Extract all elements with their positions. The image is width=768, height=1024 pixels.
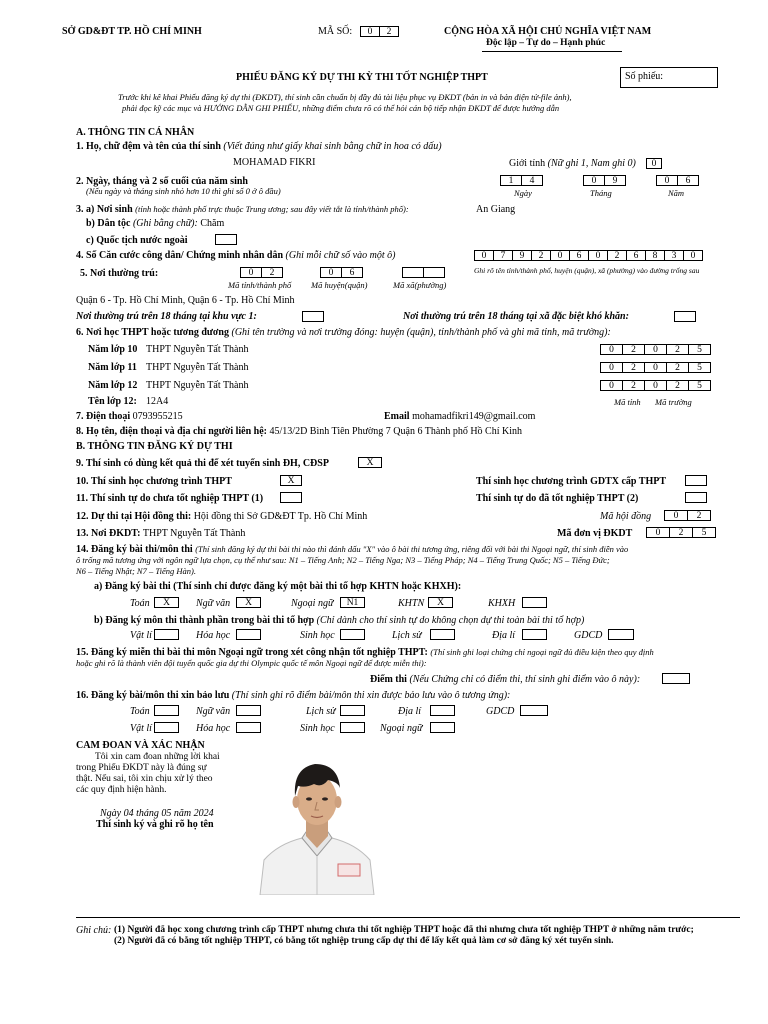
pledge-line: các quy định hiện hành. [76,785,167,795]
q10-label: 10. Thí sinh học chương trình THPT [76,476,232,487]
student-photo [258,752,376,895]
email-row [384,411,535,422]
sign-label: Thí sinh ký và ghi rõ họ tên [96,819,214,830]
diem-thi-note: (Nếu Chứng chỉ có điểm thi, thí sinh ghi điểm vào ô này): [409,674,641,685]
dob-day-label: Ngày [514,188,532,198]
q9-box[interactable]: X [358,457,382,468]
q5-digit[interactable]: 6 [341,267,363,278]
q7-value[interactable]: 0793955215 [132,411,183,422]
department-name: SỞ GD&ĐT TP. HỒ CHÍ MINH [62,26,202,37]
dob-digit[interactable]: 0 [583,175,605,186]
motto: Độc lập – Tự do – Hạnh phúc [486,38,606,48]
footnote-2: (2) Người đã có bằng tốt nghiệp THPT, có bằng tốt nghiệp trung cấp dự thi để lấy kết quả làm cơ sở đăng ký xét tuyển sinh. [114,936,614,946]
q16-box-vatli[interactable] [154,722,179,733]
section-a-title: A. THÔNG TIN CÁ NHÂN [76,127,195,138]
q16-label: 16. Đăng ký bài/môn thi xin bảo lưu [76,690,230,701]
q15-row [76,647,654,658]
q8-label: 8. Họ tên, điện thoại và địa chỉ người liên hệ: [76,426,268,437]
email-label: Email [384,411,410,422]
nation-title: CỘNG HÒA XÃ HỘI CHỦ NGHĨA VIỆT NAM [444,26,652,37]
q14b-label: b) Đăng ký môn thi thành phần trong bài thi tổ hợp [94,615,315,626]
q4-digit[interactable]: 6 [569,250,589,261]
ma-so-digit[interactable]: 0 [360,26,380,37]
q4-cells [474,250,703,261]
code-digit[interactable]: 2 [622,380,645,391]
q15-note-2: hoặc ghi rõ là thành viên đội tuyển quốc gia dự thi Olympic quốc tế môn Ngoại ngữ để được miễn thi): [76,658,427,668]
q13-value[interactable]: THPT Nguyễn Tất Thành [142,528,246,539]
q5-xa-cells [402,267,445,278]
code-digit[interactable]: 5 [688,344,711,355]
q5-huyen-cells [320,267,363,278]
q3c-box[interactable] [215,234,237,245]
q2-note: (Nếu ngày và tháng sinh nhỏ hơn 10 thì ghi số 0 ở ô đầu) [86,186,281,196]
q14a-label-toan: Toán [130,598,150,609]
class12-value[interactable]: 12A4 [146,396,169,407]
q14b-label-diali: Địa lí [492,630,516,641]
dob-digit[interactable]: 1 [500,175,522,186]
q14b-box-hoahoc[interactable] [236,629,261,640]
q14b-box-diali[interactable] [522,629,547,640]
q14-note-3: N6 – Tiếng Nhật; N7 – Tiếng Hàn). [76,566,196,576]
so-phieu-label: Số phiếu: [625,71,664,82]
q14b-label-vatli: Vật lí [130,630,152,641]
q14-row [76,544,628,555]
q4-digit[interactable]: 8 [645,250,665,261]
q14b-box-gdcd[interactable] [608,629,634,640]
code-digit[interactable]: 2 [666,362,689,373]
q4-note: (Ghi mỗi chữ số vào một ô) [285,250,396,261]
q14b-row [94,615,584,626]
q5-xa-label: Mã xã(phường) [393,280,447,290]
q16-label-lichsu: Lịch sử [306,706,336,717]
dob-digit[interactable]: 0 [656,175,678,186]
section-b-title: B. THÔNG TIN ĐĂNG KÝ DỰ THI [76,441,233,452]
gender-label: Giới tính [509,158,546,169]
q5-note: Ghi rõ tên tỉnh/thành phố, huyện (quận), xã (phường) vào đường trống sau [474,266,700,275]
pledge-line: Tôi xin cam đoan những lời khai [95,752,220,762]
xa-dbk-label: Nơi thường trú trên 18 tháng tại xã đặc biệt khó khăn: [403,311,629,322]
code-digit[interactable]: 0 [644,344,667,355]
footnote-1: (1) Người đã học xong chương trình cấp THPT nhưng chưa thi tốt nghiệp THPT hoặc đã thi nhưng chưa tốt nghiệp THPT ở những năm trước; [114,925,694,935]
q5-digit[interactable] [402,267,424,278]
pledge-line: trong Phiếu ĐKDT này là đúng sự [76,763,207,773]
pledge-title: CAM ĐOAN VÀ XÁC NHẬN [76,740,205,751]
q7-row [76,411,183,422]
grade12-school[interactable]: THPT Nguyễn Tất Thành [146,380,249,391]
q1-note: (Viết đúng như giấy khai sinh bằng chữ in hoa có dấu) [223,141,442,152]
q3a-note: (tỉnh hoặc thành phố trực thuộc Trung ương; sau đây viết tắt là tỉnh/thành phố): [135,204,409,214]
intro-line-2: phải đọc kỹ các mục và HƯỚNG DẪN GHI PHIẾU, những điểm chưa rõ có thể hỏi cán bộ tiếp nhận ĐKDT để được hướng dẫn [122,103,560,113]
code-digit[interactable]: 2 [666,380,689,391]
diem-thi-label: Điểm thi [370,674,407,685]
ma-so-cells [360,26,399,37]
q14-label: 14. Đăng ký bài thi/môn thi [76,544,193,555]
gdtx-label: Thí sinh học chương trình GDTX cấp THPT [476,476,667,487]
q14b-box-lichsu[interactable] [430,629,455,640]
grade12-label: Năm lớp 12 [88,380,138,391]
q14a-label: a) Đăng ký bài thi (Thí sinh chỉ được đăng ký một bài thi tổ hợp KHTN hoặc KHXH): [94,581,462,592]
grade10-school[interactable]: THPT Nguyễn Tất Thành [146,344,249,355]
q4-digit[interactable]: 7 [493,250,513,261]
xa-dbk-box[interactable] [674,311,696,322]
q14a-box-khtn[interactable]: X [428,597,453,608]
grade11-school[interactable]: THPT Nguyễn Tất Thành [146,362,249,373]
q3a-value[interactable]: An Giang [476,204,516,215]
dob-month-cells [583,175,626,186]
q13-row [76,528,245,539]
q3a-label: 3. a) Nơi sinh [76,204,133,215]
q4-digit[interactable]: 0 [588,250,608,261]
q4-digit[interactable]: 3 [664,250,684,261]
q10-box[interactable]: X [280,475,302,486]
footnote-divider [76,917,740,918]
q3c-label: c) Quốc tịch nước ngoài [86,235,188,246]
q4-digit[interactable]: 0 [474,250,494,261]
form-title: PHIẾU ĐĂNG KÝ DỰ THI KỲ THI TỐT NGHIỆP THPT [236,72,488,83]
q9-label: 9. Thí sinh có dùng kết quả thi để xét tuyển sinh ĐH, CĐSP [76,458,329,469]
q5-label: 5. Nơi thường trú: [80,268,159,279]
grade10-code [600,344,711,355]
q14b-note: (Chỉ dành cho thí sinh tự do không chọn dự thi toàn bài thi tổ hợp) [316,615,585,626]
so-phieu-box[interactable] [620,67,718,88]
gender-box[interactable]: 0 [646,158,662,169]
code-digit[interactable]: 0 [664,510,688,521]
kv1-box[interactable] [302,311,324,322]
gender-note: (Nữ ghi 1, Nam ghi 0) [547,158,636,169]
code-digit[interactable]: 0 [600,380,623,391]
ma-so-label: MÃ SỐ: [318,26,353,37]
code-digit[interactable]: 5 [688,380,711,391]
dob-digit[interactable]: 4 [521,175,543,186]
q8-row [76,426,522,437]
class12-label: Tên lớp 12: [88,396,137,407]
grade10-label: Năm lớp 10 [88,344,138,355]
dob-digit[interactable]: 9 [604,175,626,186]
dob-digit[interactable]: 6 [677,175,699,186]
q13-label: 13. Nơi ĐKDT: [76,528,141,539]
dob-year-label: Năm [668,188,685,198]
q16-box-diali[interactable] [430,705,455,716]
q14-note-1: (Thí sinh đăng ký dự thi bài thi nào thì đánh dấu "X" vào ô bài thi tương ứng, riêng đối với bài thi Ngoại ngữ, thí sinh điền vào [195,544,629,554]
dob-month-label: Tháng [590,188,612,198]
q16-box-ngoaingu[interactable] [430,722,455,733]
q5-digit[interactable] [423,267,445,278]
diem-thi-row [370,674,640,685]
q16-box-hoahoc[interactable] [236,722,261,733]
q16-box-van[interactable] [236,705,261,716]
q16-label-ngoaingu: Ngoại ngữ [380,723,423,734]
q16-label-diali: Địa lí [398,706,422,717]
q1-row [76,141,442,152]
code-digit[interactable]: 5 [688,362,711,373]
code-digit[interactable]: 0 [644,362,667,373]
diem-thi-box[interactable] [662,673,690,684]
code-digit[interactable]: 2 [687,510,711,521]
q16-box-lichsu[interactable] [340,705,365,716]
q6-label: 6. Nơi học THPT hoặc tương đương [76,327,229,338]
q16-row [76,690,510,701]
q16-note: (Thí sinh ghi rõ điểm bài/môn thi xin được bảo lưu vào ô tương ứng): [231,690,511,701]
q4-digit[interactable]: 0 [550,250,570,261]
ma-tinh-label: Mã tỉnh [614,397,641,407]
ma-so-digit[interactable]: 2 [379,26,399,37]
q12-label: 12. Dự thi tại Hội đồng thi: [76,511,192,522]
q5-tinh-cells [240,267,283,278]
q16-label-vatli: Vật lí [130,723,152,734]
q16-box-gdcd[interactable] [520,705,548,716]
q14-note-2: ô trống mã tương ứng với ngôn ngữ lựa chọn, cụ thể như sau: N1 – Tiếng Anh; N2 – Tiếng Nga; N3 – Tiếng Pháp; N4 – Tiếng Trung Quốc; N5 – Tiếng Đức; [76,555,610,565]
q6-note: (Ghi tên trường và nơi trường đóng: huyện (quận), tỉnh/thành phố và ghi mã tỉnh, mã trường): [231,327,611,338]
q4-digit[interactable]: 6 [626,250,646,261]
dob-day-cells [500,175,543,186]
q14b-label-lichsu: Lịch sử [392,630,422,641]
code-digit[interactable]: 0 [600,344,623,355]
q8-value[interactable]: 45/13/2D Bình Tiên Phường 7 Quận 6 Thành phố Hồ Chí Kinh [269,426,523,437]
q5-digit[interactable]: 0 [240,267,262,278]
q4-digit[interactable]: 0 [683,250,703,261]
motto-underline [482,51,622,52]
q1-label: 1. Họ, chữ đệm và tên của thí sinh [76,141,221,152]
q4-digit[interactable]: 2 [531,250,551,261]
kv1-label: Nơi thường trú trên 18 tháng tại khu vực 1: [76,311,257,322]
q4-row [76,250,395,261]
q16-label-hoahoc: Hóa học [196,723,231,734]
q14a-box-van[interactable]: X [236,597,261,608]
gender-row [509,158,636,169]
q5-digit[interactable]: 2 [261,267,283,278]
q16-box-toan[interactable] [154,705,179,716]
tudo2-box[interactable] [685,492,707,503]
code-digit[interactable]: 0 [600,362,623,373]
ma-truong-label: Mã trường [655,397,692,407]
code-digit[interactable]: 2 [669,527,693,538]
q14a-box-toan[interactable]: X [154,597,179,608]
q14a-label-khtn: KHTN [398,598,425,609]
q16-box-sinhhoc[interactable] [340,722,365,733]
q14b-box-sinhhoc[interactable] [340,629,365,640]
q14a-box-khxh[interactable] [522,597,547,608]
q3b-label: b) Dân tộc [86,218,131,229]
q16-label-sinhhoc: Sinh học [300,723,335,734]
q16-label-van: Ngữ văn [196,706,231,717]
q14b-box-vatli[interactable] [154,629,179,640]
q5-address[interactable]: Quận 6 - Tp. Hồ Chí Minh, Quận 6 - Tp. Hồ Chí Minh [76,295,295,306]
grade11-label: Năm lớp 11 [88,362,137,373]
q14a-label-khxh: KHXH [488,598,516,609]
ma-don-vi-cells [646,527,716,538]
q6-row [76,327,611,338]
grade12-code [600,380,711,391]
tudo2-label: Thí sinh tự do đã tốt nghiệp THPT (2) [476,493,639,504]
q5-digit[interactable]: 0 [320,267,342,278]
q14a-label-van: Ngữ văn [196,598,231,609]
q2-label: 2. Ngày, tháng và 2 số cuối của năm sinh [76,176,248,187]
code-digit[interactable]: 0 [644,380,667,391]
q3b-note: (Ghi bằng chữ): [132,218,198,229]
q14b-label-hoahoc: Hóa học [196,630,231,641]
q14a-label-ngoaingu: Ngoại ngữ [291,598,334,609]
date-line: Ngày 04 tháng 05 năm 2024 [100,808,214,819]
q16-label-gdcd: GDCD [486,706,515,717]
q14b-label-sinhhoc: Sinh học [300,630,335,641]
footnote-label: Ghi chú: [76,925,112,936]
q12-row [76,511,367,522]
ma-hoi-dong-cells [664,510,711,521]
q15-label: 15. Đăng ký miễn thi bài thi môn Ngoại ngữ trong xét công nhận tốt nghiệp THPT: [76,647,428,658]
q14a-box-ngoaingu[interactable]: N1 [340,597,365,608]
q16-label-toan: Toán [130,706,150,717]
code-digit[interactable]: 0 [646,527,670,538]
grade11-code [600,362,711,373]
q3b-value[interactable]: Chăm [200,218,225,229]
q1-value[interactable]: MOHAMAD FIKRI [233,157,316,168]
gdtx-box[interactable] [685,475,707,486]
q4-label: 4. Số Căn cước công dân/ Chứng minh nhân dân [76,250,284,261]
q14b-label-gdcd: GDCD [574,630,603,641]
intro-line-1: Trước khi kê khai Phiếu đăng ký dự thi (ĐKDT), thí sinh cần chuẩn bị đầy đủ tài liệu phục vụ ĐKDT (bản in và bản điện tử-file ảnh), [118,92,572,102]
q11-label: 11. Thí sinh tự do chưa tốt nghiệp THPT (1) [76,493,264,504]
code-digit[interactable]: 2 [622,344,645,355]
q4-digit[interactable]: 9 [512,250,532,261]
q15-note-1: (Thí sinh ghi loại chứng chỉ ngoại ngữ đủ điều kiện theo quy định [430,647,654,657]
dob-year-cells [656,175,699,186]
q3b-row [86,218,224,229]
q4-digit[interactable]: 2 [607,250,627,261]
code-digit[interactable]: 5 [692,527,716,538]
ma-hoi-dong-label: Mã hội đồng [600,511,652,522]
q5-tinh-label: Mã tỉnh/thành phố [228,280,292,290]
q3a-row [76,204,409,215]
q5-huyen-label: Mã huyện(quận) [311,280,368,290]
ma-don-vi-label: Mã đơn vị ĐKDT [557,528,633,539]
pledge-line: thật. Nếu sai, tôi xin chịu xử lý theo [76,774,213,784]
q11-box[interactable] [280,492,302,503]
code-digit[interactable]: 2 [666,344,689,355]
email-value[interactable]: mohamadfikri149@gmail.com [412,411,536,422]
code-digit[interactable]: 2 [622,362,645,373]
q12-value[interactable]: Hội đồng thi Sở GD&ĐT Tp. Hồ Chí Minh [193,511,368,522]
q7-label: 7. Điện thoại [76,411,131,422]
